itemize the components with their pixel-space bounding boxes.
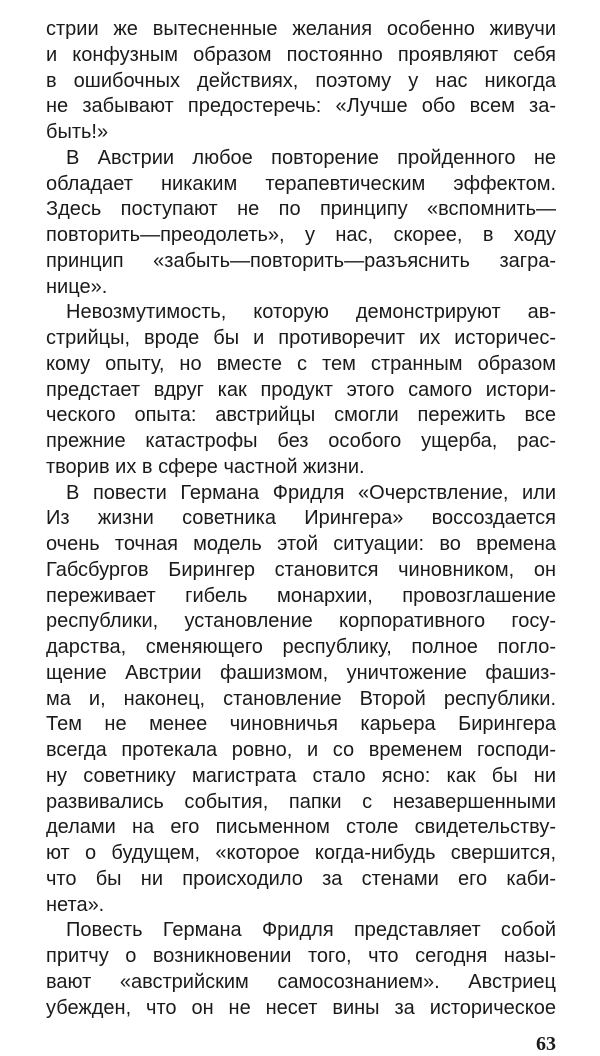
text-line: Повесть Германа Фридля представляет собой	[66, 919, 556, 942]
text-line: Габсбургов Бирингер становится чиновником, он	[46, 558, 556, 581]
text-line: в ошибочных действиях, поэтому у нас никогда	[46, 69, 556, 92]
text-line: стрийцы, вроде бы и противоречит их историчес-	[46, 327, 556, 349]
text-line: стрии же вытесненные желания особенно живучи	[46, 18, 556, 40]
page-text	[46, 17, 556, 1021]
text-line: республики, установление корпоративного госу-	[46, 610, 556, 633]
text-line: нице».	[46, 275, 108, 298]
text-line: ма и, наконец, становление Второй республики.	[46, 687, 556, 710]
page-number: 63	[536, 1033, 556, 1056]
text-line: развивались события, папки с незавершенными	[46, 790, 556, 813]
text-line: ну советнику магистрата стало ясно: как бы ни	[46, 764, 556, 787]
text-line: Тем не менее чиновничья карьера Бирингера	[46, 713, 556, 736]
text-line: кому опыту, но вместе с тем странным образом	[46, 352, 556, 375]
paragraph	[46, 481, 556, 919]
text-line: ческого опыта: австрийцы смогли пережить все	[46, 404, 556, 427]
text-line: творив их в сфере частной жизни.	[46, 455, 365, 478]
text-line: предстает вдруг как продукт этого самого истори-	[46, 378, 556, 401]
text-line: Здесь поступают не по принципу «вспомнить—	[46, 198, 556, 221]
text-line: убежден, что он не несет вины за историческое	[46, 996, 556, 1019]
text-line: и конфузным образом постоянно проявляют себя	[46, 43, 556, 66]
text-line: В повести Германа Фридля «Очерствление, или	[66, 481, 556, 504]
paragraph	[46, 146, 556, 301]
text-line: Невозмутимость, которую демонстрируют ав-	[66, 301, 556, 324]
text-line: не забывают предостеречь: «Лучше обо всем за-	[46, 95, 556, 118]
text-line: прежние катастрофы без особого ущерба, рас-	[46, 430, 556, 452]
text-line: делами на его письменном столе свидетельству-	[46, 816, 556, 839]
text-line: очень точная модель этой ситуации: во времена	[46, 533, 556, 555]
text-line: переживает гибель монархии, провозглашение	[46, 584, 556, 607]
text-line: быть!»	[46, 121, 109, 143]
text-line: нета».	[46, 893, 105, 916]
text-line: обладает никаким терапевтическим эффектом.	[46, 172, 556, 195]
text-line: Из жизни советника Ирингера» воссоздается	[46, 507, 556, 530]
text-line: ют о будущем, «которое когда-нибудь свершится,	[46, 842, 556, 864]
paragraph	[46, 300, 556, 480]
text-line: притчу о возникновении того, что сегодня назы-	[46, 945, 556, 967]
text-line: всегда протекала ровно, и со временем господи-	[46, 739, 556, 761]
text-line: щение Австрии фашизмом, уничтожение фашиз-	[46, 661, 556, 684]
text-line: В Австрии любое повторение пройденного не	[66, 146, 556, 169]
text-line: что бы ни происходило за стенами его каби-	[46, 867, 556, 890]
paragraph	[46, 17, 556, 146]
text-line: вают «австрийским самосознанием». Австриец	[46, 970, 556, 993]
text-line: повторить—преодолеть», у нас, скорее, в ходу	[46, 224, 556, 246]
text-line: дарства, сменяющего республику, полное погло-	[46, 636, 556, 658]
paragraph	[46, 918, 556, 1021]
text-line: принцип «забыть—повторить—разъяснить загра-	[46, 249, 556, 272]
